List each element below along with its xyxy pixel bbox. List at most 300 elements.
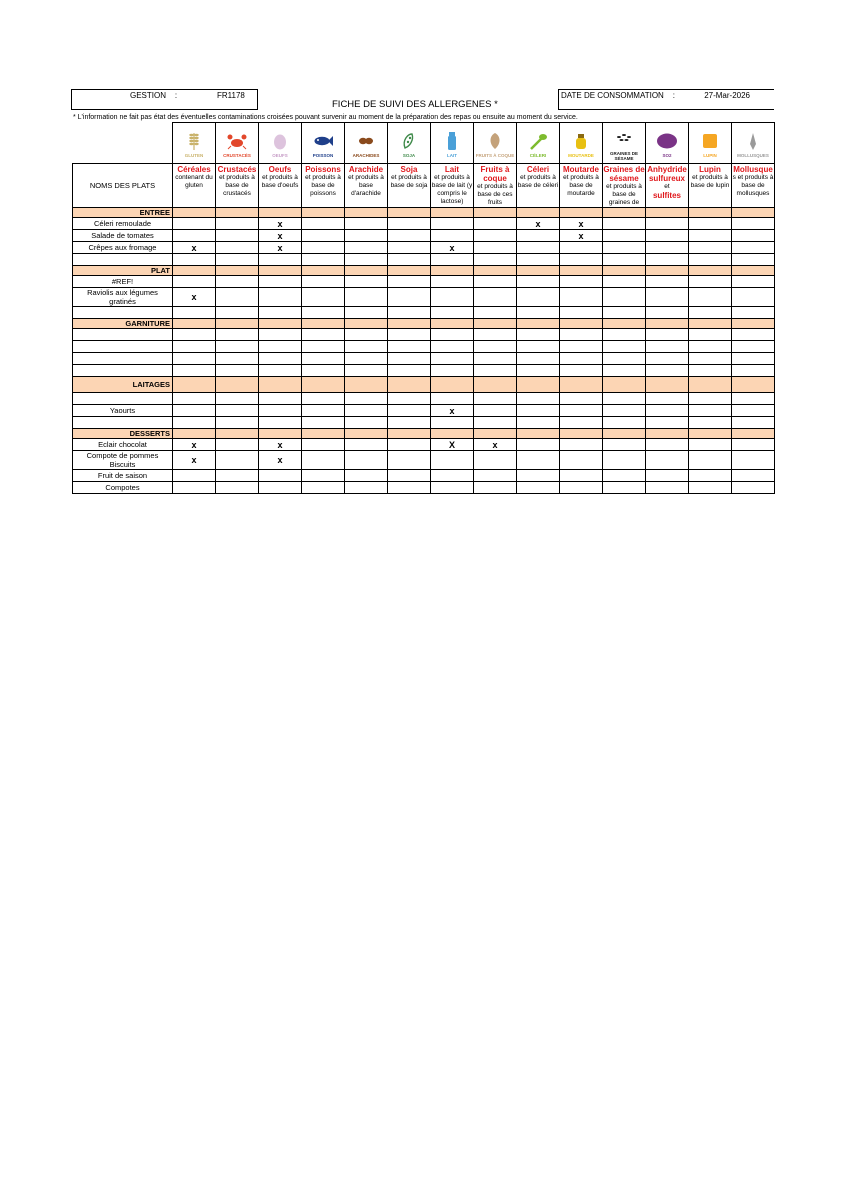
allergen-mark-cell: [732, 254, 775, 266]
allergen-mark-cell: [517, 329, 560, 341]
allergen-mark-cell: [732, 341, 775, 353]
allergen-mark-cell: [732, 393, 775, 405]
section-cell: [646, 377, 689, 393]
allergen-mark-cell: [388, 470, 431, 482]
allergen-mark-cell: [388, 482, 431, 494]
allergen-name: Céleri: [526, 165, 550, 174]
allergen-mark-cell: [603, 230, 646, 242]
allergen-mark-cell: [646, 329, 689, 341]
allergen-mark-cell: [173, 393, 216, 405]
allergen-header-content: [345, 164, 387, 207]
allergen-mark-cell: [646, 482, 689, 494]
section-cell: [732, 377, 775, 393]
section-row: [73, 429, 775, 439]
allergen-mark-cell: [173, 307, 216, 319]
allergen-name-suffix: sulfites: [652, 191, 681, 200]
allergen-mark-cell: [388, 341, 431, 353]
crab-icon: [226, 130, 248, 152]
dish-name: Compotes: [73, 482, 173, 494]
allergen-mark-cell: x: [517, 218, 560, 230]
section-cell: [646, 319, 689, 329]
allergen-icon-label: SOJA: [402, 153, 416, 158]
allergen-header-content: [216, 164, 258, 207]
allergen-description: et produits à base de moutarde: [563, 174, 599, 197]
section-cell: [560, 319, 603, 329]
dish-name: [73, 353, 173, 365]
allergen-mark-cell: [302, 417, 345, 429]
allergen-mark-cell: [732, 451, 775, 470]
allergen-mark-cell: [474, 405, 517, 417]
allergen-mark-cell: [388, 254, 431, 266]
allergen-mark-cell: [173, 329, 216, 341]
allergen-icon-label: CRUSTACÉS: [223, 153, 251, 158]
allergen-mark-cell: X: [431, 439, 474, 451]
allergen-icon-cell: [259, 123, 302, 164]
allergen-mark-cell: [216, 288, 259, 307]
soy-icon: [398, 130, 420, 152]
section-cell: [216, 266, 259, 276]
allergen-mark-cell: [216, 218, 259, 230]
section-row: [73, 319, 775, 329]
allergen-mark-cell: [259, 329, 302, 341]
allergen-mark-cell: [603, 242, 646, 254]
dish-row: [73, 218, 775, 230]
allergen-mark-cell: [345, 451, 388, 470]
wheat-icon: [183, 130, 205, 152]
dish-name: Compote de pommes Biscuits: [73, 451, 173, 470]
allergen-mark-cell: [388, 417, 431, 429]
allergen-mark-cell: [732, 242, 775, 254]
allergen-mark-cell: [517, 393, 560, 405]
allergen-mark-cell: [388, 288, 431, 307]
section-cell: [732, 208, 775, 218]
allergen-mark-cell: [560, 405, 603, 417]
section-cell: [474, 377, 517, 393]
allergen-mark-cell: [646, 451, 689, 470]
allergen-mark-cell: [517, 451, 560, 470]
allergen-icon-cell: [388, 123, 431, 164]
allergen-mark-cell: [646, 417, 689, 429]
section-cell: [302, 429, 345, 439]
allergen-mark-cell: [646, 365, 689, 377]
section-cell: [431, 377, 474, 393]
section-cell: [732, 429, 775, 439]
allergen-mark-cell: [173, 417, 216, 429]
allergen-mark-cell: [388, 276, 431, 288]
allergen-mark-cell: [603, 482, 646, 494]
allergen-mark-cell: [646, 254, 689, 266]
allergen-mark-cell: [517, 230, 560, 242]
allergen-name: Crustacés: [217, 165, 257, 174]
allergen-mark-cell: [474, 393, 517, 405]
allergen-description: et produits à base de lait (y compris le lactose): [431, 174, 473, 205]
allergen-mark-cell: [560, 254, 603, 266]
allergen-description: et produits à base de lupin: [690, 174, 730, 189]
allergen-mark-cell: [603, 365, 646, 377]
icon-row-spacer: [73, 123, 173, 164]
allergen-mark-cell: [603, 451, 646, 470]
allergen-mark-cell: [431, 329, 474, 341]
section-cell: [689, 266, 732, 276]
so2-icon: [656, 130, 678, 152]
section-cell: [517, 266, 560, 276]
allergen-mark-cell: [216, 439, 259, 451]
dish-name: Crêpes aux fromage: [73, 242, 173, 254]
sheet-title: FICHE DE SUIVI DES ALLERGENES *: [332, 99, 498, 110]
allergen-mark-cell: [173, 365, 216, 377]
allergen-mark-cell: [388, 451, 431, 470]
dish-row: [73, 230, 775, 242]
allergen-header: [560, 164, 603, 208]
section-title: ENTREE: [73, 208, 173, 218]
allergen-mark-cell: [646, 276, 689, 288]
allergen-header-content: [173, 164, 215, 207]
allergen-icon-label: POISSON: [312, 153, 334, 158]
allergen-icon-cell: [732, 123, 775, 164]
allergen-mark-cell: [345, 393, 388, 405]
dish-name: [73, 341, 173, 353]
allergen-mark-cell: [345, 254, 388, 266]
allergen-mark-cell: [474, 451, 517, 470]
allergen-mark-cell: [560, 470, 603, 482]
section-cell: [388, 266, 431, 276]
allergen-mark-cell: [689, 230, 732, 242]
allergen-mark-cell: x: [474, 439, 517, 451]
allergen-mark-cell: [560, 439, 603, 451]
allergen-mark-cell: [173, 482, 216, 494]
gestion-label: GESTION :: [130, 91, 178, 100]
allergen-mark-cell: [732, 482, 775, 494]
allergen-mark-cell: [302, 451, 345, 470]
allergen-mark-cell: [560, 353, 603, 365]
allergen-name: Moutarde: [563, 165, 599, 174]
allergen-mark-cell: [603, 341, 646, 353]
allergen-mark-cell: [345, 417, 388, 429]
allergen-mark-cell: [431, 353, 474, 365]
allergen-icon-label: SO2: [662, 153, 672, 158]
allergen-mark-cell: [517, 482, 560, 494]
section-cell: [302, 319, 345, 329]
allergen-icon-label: GLUTEN: [184, 153, 204, 158]
allergen-icon-label: CÉLERI: [529, 153, 547, 158]
allergen-mark-cell: [345, 470, 388, 482]
allergen-mark-cell: [216, 329, 259, 341]
allergen-icon-label: ARACHIDES: [352, 153, 380, 158]
allergen-mark-cell: [259, 254, 302, 266]
allergen-mark-cell: [474, 288, 517, 307]
allergen-mark-cell: [259, 307, 302, 319]
allergen-mark-cell: x: [173, 439, 216, 451]
allergen-icon-cell: [431, 123, 474, 164]
section-cell: [388, 377, 431, 393]
allergen-mark-cell: [646, 218, 689, 230]
allergen-mark-cell: x: [259, 439, 302, 451]
allergen-mark-cell: [216, 405, 259, 417]
allergen-mark-cell: [345, 329, 388, 341]
section-cell: [474, 208, 517, 218]
allergen-mark-cell: [388, 353, 431, 365]
allergen-mark-cell: [173, 218, 216, 230]
date-value: 27-Mar-2026: [704, 91, 750, 100]
section-cell: [732, 319, 775, 329]
allergen-header-content: [560, 164, 602, 207]
allergen-mark-cell: [431, 470, 474, 482]
allergen-mark-cell: [431, 288, 474, 307]
dish-row: [73, 307, 775, 319]
gestion-box: [71, 89, 258, 110]
allergen-description: et produits à base de poissons: [305, 174, 341, 197]
dish-row: [73, 417, 775, 429]
dish-name: Céleri remoulade: [73, 218, 173, 230]
allergen-header: [603, 164, 646, 208]
allergen-mark-cell: [431, 218, 474, 230]
allergen-mark-cell: [689, 329, 732, 341]
allergen-mark-cell: [517, 254, 560, 266]
section-cell: [259, 208, 302, 218]
allergen-mark-cell: [259, 482, 302, 494]
allergen-mark-cell: [388, 365, 431, 377]
allergen-mark-cell: [517, 417, 560, 429]
allergen-header-content: [259, 164, 301, 207]
allergen-mark-cell: [302, 353, 345, 365]
allergen-mark-cell: [302, 230, 345, 242]
allergen-mark-cell: [431, 482, 474, 494]
section-cell: [560, 429, 603, 439]
section-cell: [259, 429, 302, 439]
allergen-mark-cell: [646, 439, 689, 451]
dish-row: [73, 353, 775, 365]
section-title: PLAT: [73, 266, 173, 276]
allergen-mark-cell: [732, 439, 775, 451]
section-cell: [431, 266, 474, 276]
section-cell: [259, 377, 302, 393]
section-cell: [517, 319, 560, 329]
allergen-mark-cell: [173, 405, 216, 417]
dish-row: [73, 341, 775, 353]
section-cell: [689, 319, 732, 329]
allergen-header-content: [517, 164, 559, 207]
allergen-mark-cell: [560, 329, 603, 341]
section-cell: [302, 377, 345, 393]
allergen-mark-cell: [732, 365, 775, 377]
section-cell: [173, 429, 216, 439]
allergen-header: [646, 164, 689, 208]
allergen-description: et: [664, 183, 670, 190]
allergen-mark-cell: [345, 341, 388, 353]
dish-name: [73, 307, 173, 319]
allergen-description: et produits à base de crustacés: [219, 174, 255, 197]
allergen-mark-cell: [517, 405, 560, 417]
allergen-mark-cell: [560, 451, 603, 470]
section-cell: [345, 208, 388, 218]
header-row: [73, 164, 775, 208]
allergen-header: [302, 164, 345, 208]
allergen-mark-cell: x: [560, 218, 603, 230]
allergen-mark-cell: x: [560, 230, 603, 242]
date-label: DATE DE CONSOMMATION :: [561, 91, 675, 100]
allergen-mark-cell: [474, 341, 517, 353]
dish-name: [73, 393, 173, 405]
allergen-description: s et produits à base de mollusques: [732, 174, 774, 197]
allergen-mark-cell: [474, 307, 517, 319]
allergen-header: [517, 164, 560, 208]
allergen-mark-cell: [302, 307, 345, 319]
allergen-mark-cell: [302, 393, 345, 405]
allergen-mark-cell: [345, 439, 388, 451]
allergen-mark-cell: [474, 276, 517, 288]
allergen-mark-cell: [474, 242, 517, 254]
allergen-mark-cell: [302, 242, 345, 254]
allergen-icon-cell: [560, 123, 603, 164]
dish-row: [73, 329, 775, 341]
allergen-mark-cell: [732, 405, 775, 417]
dish-name: #REF!: [73, 276, 173, 288]
allergen-mark-cell: [474, 218, 517, 230]
allergen-icon-cell: [302, 123, 345, 164]
name-column-header: NOMS DES PLATS: [73, 164, 173, 208]
dish-row: [73, 405, 775, 417]
allergen-mark-cell: [345, 405, 388, 417]
section-title: LAITAGES: [73, 377, 173, 393]
allergen-mark-cell: [216, 276, 259, 288]
allergen-mark-cell: [302, 482, 345, 494]
allergen-mark-cell: x: [259, 451, 302, 470]
section-cell: [216, 319, 259, 329]
allergen-mark-cell: [216, 353, 259, 365]
section-cell: [345, 377, 388, 393]
section-cell: [517, 208, 560, 218]
allergen-icon-label: LUPIN: [703, 153, 717, 158]
allergen-mark-cell: [302, 365, 345, 377]
allergen-mark-cell: [216, 341, 259, 353]
allergen-mark-cell: [732, 230, 775, 242]
allergen-mark-cell: [259, 341, 302, 353]
section-title: GARNITURE: [73, 319, 173, 329]
section-cell: [474, 319, 517, 329]
section-cell: [173, 266, 216, 276]
allergen-mark-cell: [689, 365, 732, 377]
allergen-mark-cell: [689, 417, 732, 429]
section-cell: [388, 319, 431, 329]
allergen-header: [431, 164, 474, 208]
allergen-header-content: [646, 164, 688, 207]
allergen-mark-cell: [603, 288, 646, 307]
allergen-mark-cell: [431, 276, 474, 288]
allergen-mark-cell: [302, 470, 345, 482]
section-cell: [603, 429, 646, 439]
allergen-name: Céréales: [177, 165, 211, 174]
allergen-mark-cell: [517, 288, 560, 307]
allergen-mark-cell: [732, 288, 775, 307]
allergen-mark-cell: [216, 230, 259, 242]
allergen-name: Mollusque: [733, 165, 773, 174]
allergen-mark-cell: [603, 393, 646, 405]
allergen-mark-cell: [259, 405, 302, 417]
allergen-mark-cell: [431, 230, 474, 242]
allergen-mark-cell: [302, 439, 345, 451]
section-cell: [259, 319, 302, 329]
allergen-mark-cell: [474, 254, 517, 266]
allergen-mark-cell: [216, 365, 259, 377]
allergen-mark-cell: [560, 307, 603, 319]
section-cell: [388, 429, 431, 439]
allergen-mark-cell: x: [173, 288, 216, 307]
allergen-header: [216, 164, 259, 208]
allergen-icon-cell: [173, 123, 216, 164]
allergen-description: et produits à base de graines de: [606, 183, 642, 206]
allergen-header-content: [431, 164, 473, 207]
dish-name: [73, 329, 173, 341]
allergen-mark-cell: [431, 341, 474, 353]
allergen-header-content: [388, 164, 430, 207]
allergen-mark-cell: [646, 341, 689, 353]
allergen-header: [689, 164, 732, 208]
allergen-mark-cell: [732, 276, 775, 288]
allergen-mark-cell: [216, 393, 259, 405]
allergen-mark-cell: [689, 254, 732, 266]
egg-icon: [269, 130, 291, 152]
dish-row: [73, 254, 775, 266]
allergen-icon-label: LAIT: [447, 153, 457, 158]
dish-name: [73, 365, 173, 377]
allergen-icon-cell: [603, 123, 646, 164]
section-cell: [259, 266, 302, 276]
section-cell: [216, 208, 259, 218]
allergen-mark-cell: [603, 329, 646, 341]
allergen-name: Anhydride sulfureux: [647, 165, 687, 183]
allergen-mark-cell: [216, 417, 259, 429]
allergen-description: et produits à base de céleri: [517, 174, 559, 189]
section-cell: [302, 208, 345, 218]
dish-row: [73, 451, 775, 470]
allergen-mark-cell: [345, 230, 388, 242]
allergen-mark-cell: [431, 451, 474, 470]
allergen-mark-cell: [345, 218, 388, 230]
allergen-mark-cell: [431, 254, 474, 266]
allergen-mark-cell: [431, 393, 474, 405]
allergen-header: [345, 164, 388, 208]
section-cell: [431, 208, 474, 218]
allergen-mark-cell: [689, 341, 732, 353]
allergen-mark-cell: [173, 276, 216, 288]
allergen-mark-cell: [173, 341, 216, 353]
milk-icon: [441, 130, 463, 152]
allergen-mark-cell: [259, 365, 302, 377]
allergen-mark-cell: [302, 329, 345, 341]
section-cell: [302, 266, 345, 276]
section-cell: [431, 429, 474, 439]
section-cell: [689, 377, 732, 393]
allergen-mark-cell: [603, 417, 646, 429]
allergen-mark-cell: [474, 417, 517, 429]
nut-icon: [484, 130, 506, 152]
section-row: [73, 377, 775, 393]
allergen-mark-cell: [345, 242, 388, 254]
allergen-mark-cell: [173, 254, 216, 266]
allergen-icon-cell: [517, 123, 560, 164]
allergen-mark-cell: [689, 307, 732, 319]
mustard-icon: [570, 130, 592, 152]
footnote: * L'information ne fait pas état des éventuelles contaminations croisées pouvant survenir au moment de la préparation des repas ou ensuite au moment du service.: [73, 114, 578, 121]
allergen-icon-cell: [216, 123, 259, 164]
allergen-mark-cell: [732, 307, 775, 319]
allergen-mark-cell: [732, 470, 775, 482]
allergen-mark-cell: [603, 254, 646, 266]
allergen-mark-cell: [388, 242, 431, 254]
dish-name: Salade de tomates: [73, 230, 173, 242]
allergen-mark-cell: [603, 353, 646, 365]
allergen-mark-cell: [560, 341, 603, 353]
